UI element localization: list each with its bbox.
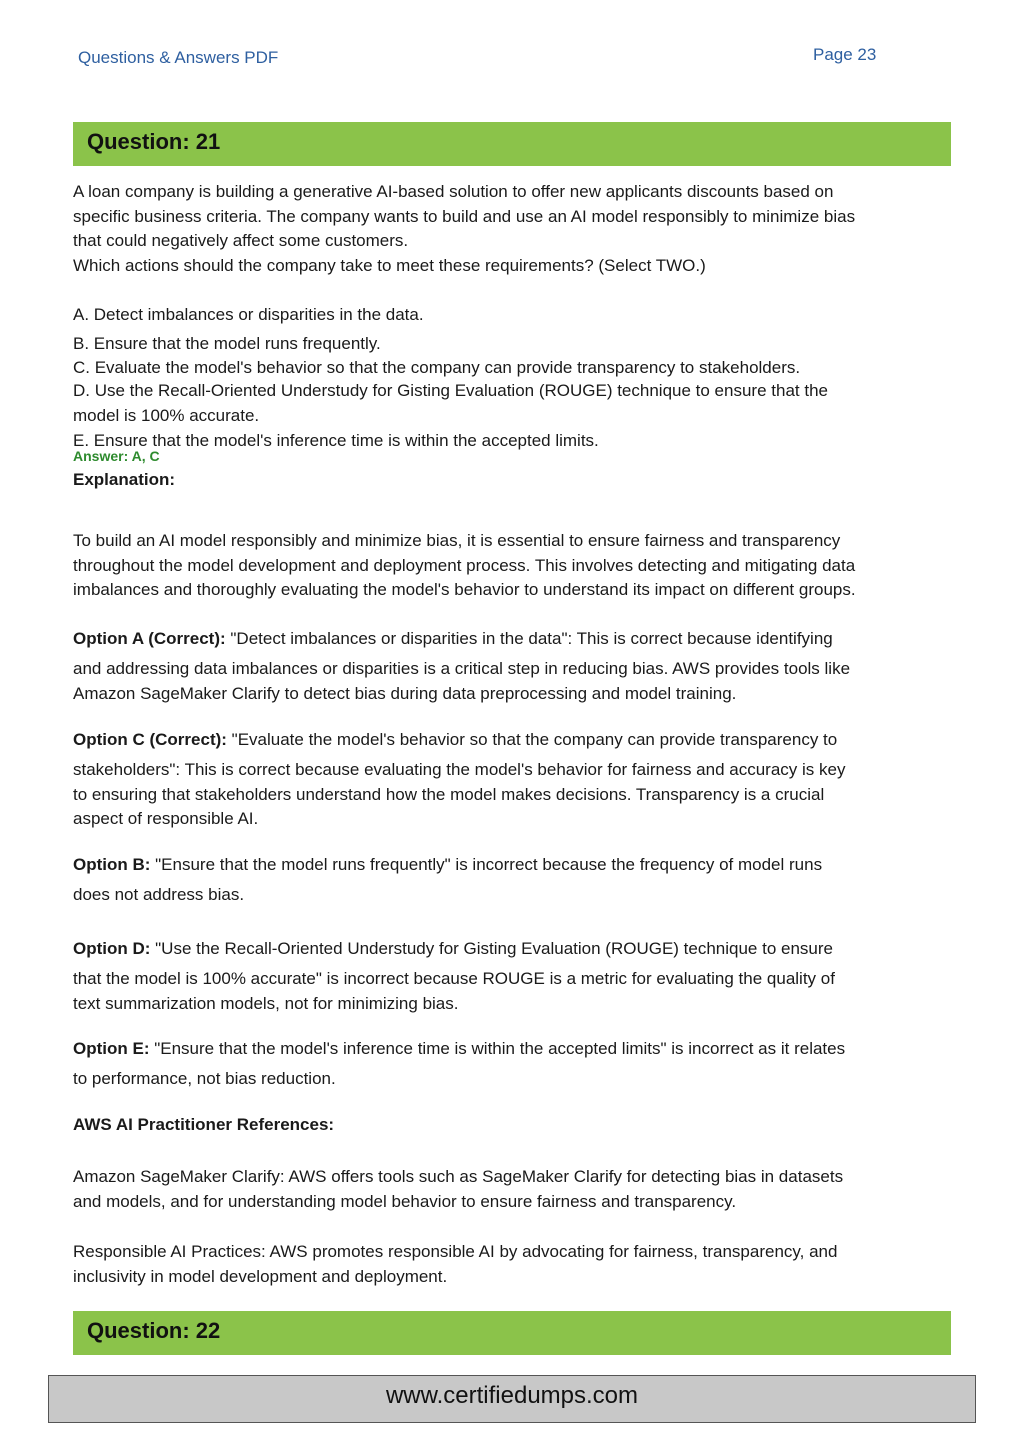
option-d-line: that the model is 100% accurate" is incorrect because ROUGE is a metric for evaluating the quality of	[73, 969, 835, 988]
option-a-label: Option A (Correct):	[73, 629, 226, 648]
option-c: C. Evaluate the model's behavior so that the company can provide transparency to stakeholders.	[73, 358, 801, 377]
option-b: B. Ensure that the model runs frequently.	[73, 334, 381, 353]
question-21-banner	[73, 122, 951, 166]
question-stem	[73, 180, 953, 278]
option-c-line: aspect of responsible AI.	[73, 809, 259, 828]
intro-line: throughout the model development and deployment process. This involves detecting and mitigating data	[73, 555, 856, 575]
option-b-explanation-first	[73, 855, 822, 875]
question-21-title: Question: 21	[87, 129, 221, 154]
option-a-explanation	[73, 657, 953, 706]
reference-line: and models, and for understanding model behavior to ensure fairness and transparency.	[73, 1191, 737, 1211]
option-a-explanation-first	[73, 629, 833, 649]
option-d: D. Use the Recall-Oriented Understudy for Gisting Evaluation (ROUGE) technique to ensure that the	[73, 381, 828, 400]
stem-line: Which actions should the company take to meet these requirements? (Select TWO.)	[73, 255, 706, 275]
page-number: Page 23	[813, 45, 877, 64]
option-b-line: does not address bias.	[73, 885, 245, 904]
reference-sagemaker-clarify	[73, 1165, 953, 1214]
option-b-text: "Ensure that the model runs frequently" is incorrect because the frequency of model runs	[150, 855, 823, 874]
option-a: A. Detect imbalances or disparities in the data.	[73, 305, 424, 324]
references-heading: AWS AI Practitioner References:	[73, 1115, 335, 1134]
stem-line: that could negatively affect some customers.	[73, 231, 409, 250]
intro-line: imbalances and thoroughly evaluating the model's behavior to understand its impact on different groups.	[73, 580, 856, 599]
option-a-line: and addressing data imbalances or disparities is a critical step in reducing bias. AWS provides tools like	[73, 659, 851, 678]
option-c-explanation-first	[73, 730, 837, 750]
reference-responsible-ai	[73, 1240, 953, 1289]
option-e: E. Ensure that the model's inference time is within the accepted limits.	[73, 431, 599, 450]
option-e-label: Option E:	[73, 1039, 150, 1058]
question-22-title: Question: 22	[87, 1318, 221, 1343]
option-c-label: Option C (Correct):	[73, 730, 227, 749]
option-c-line: to ensuring that stakeholders understand how the model makes decisions. Transparency is a crucial	[73, 784, 825, 804]
footer-url[interactable]: www.certifiedumps.com	[385, 1382, 639, 1409]
reference-line: Responsible AI Practices: AWS promotes responsible AI by advocating for fairness, transparency, and	[73, 1242, 838, 1261]
footer-banner	[48, 1375, 976, 1423]
option-d-line: text summarization models, not for minimizing bias.	[73, 993, 459, 1013]
option-b-explanation	[73, 883, 953, 908]
option-e-text: "Ensure that the model's inference time is within the accepted limits" is incorrect as it relates	[149, 1039, 846, 1058]
answer-label: Answer: A, C	[73, 448, 160, 464]
option-c-explanation	[73, 758, 953, 832]
option-e-explanation-first	[73, 1039, 845, 1059]
option-c-text: "Evaluate the model's behavior so that the company can provide transparency to	[226, 730, 838, 749]
stem-line: A loan company is building a generative AI-based solution to offer new applicants discounts based on	[73, 182, 834, 201]
option-a-line: Amazon SageMaker Clarify to detect bias during data preprocessing and model training.	[73, 683, 737, 703]
intro-line: To build an AI model responsibly and minimize bias, it is essential to ensure fairness and transparency	[73, 531, 841, 550]
option-b-label: Option B:	[73, 855, 151, 874]
question-22-banner	[73, 1311, 951, 1355]
option-d-continued: model is 100% accurate.	[73, 406, 260, 425]
reference-line: Amazon SageMaker Clarify: AWS offers tools such as SageMaker Clarify for detecting bias in datasets	[73, 1167, 844, 1186]
option-a-text: "Detect imbalances or disparities in the data": This is correct because identifying	[225, 629, 833, 648]
option-e-explanation	[73, 1067, 953, 1092]
option-d-text: "Use the Recall-Oriented Understudy for Gisting Evaluation (ROUGE) technique to ensure	[150, 939, 833, 958]
option-d-label: Option D:	[73, 939, 151, 958]
explanation-intro	[73, 529, 953, 603]
option-d-explanation-first	[73, 939, 833, 959]
stem-line: specific business criteria. The company wants to build and use an AI model responsibly to minimize bias	[73, 206, 856, 226]
option-c-line: stakeholders": This is correct because evaluating the model's behavior for fairness and accuracy is key	[73, 760, 846, 779]
explanation-heading: Explanation:	[73, 470, 176, 489]
reference-line: inclusivity in model development and deployment.	[73, 1266, 448, 1286]
option-e-line: to performance, not bias reduction.	[73, 1069, 336, 1088]
header-title: Questions & Answers PDF	[78, 48, 279, 67]
option-d-explanation	[73, 967, 953, 1016]
